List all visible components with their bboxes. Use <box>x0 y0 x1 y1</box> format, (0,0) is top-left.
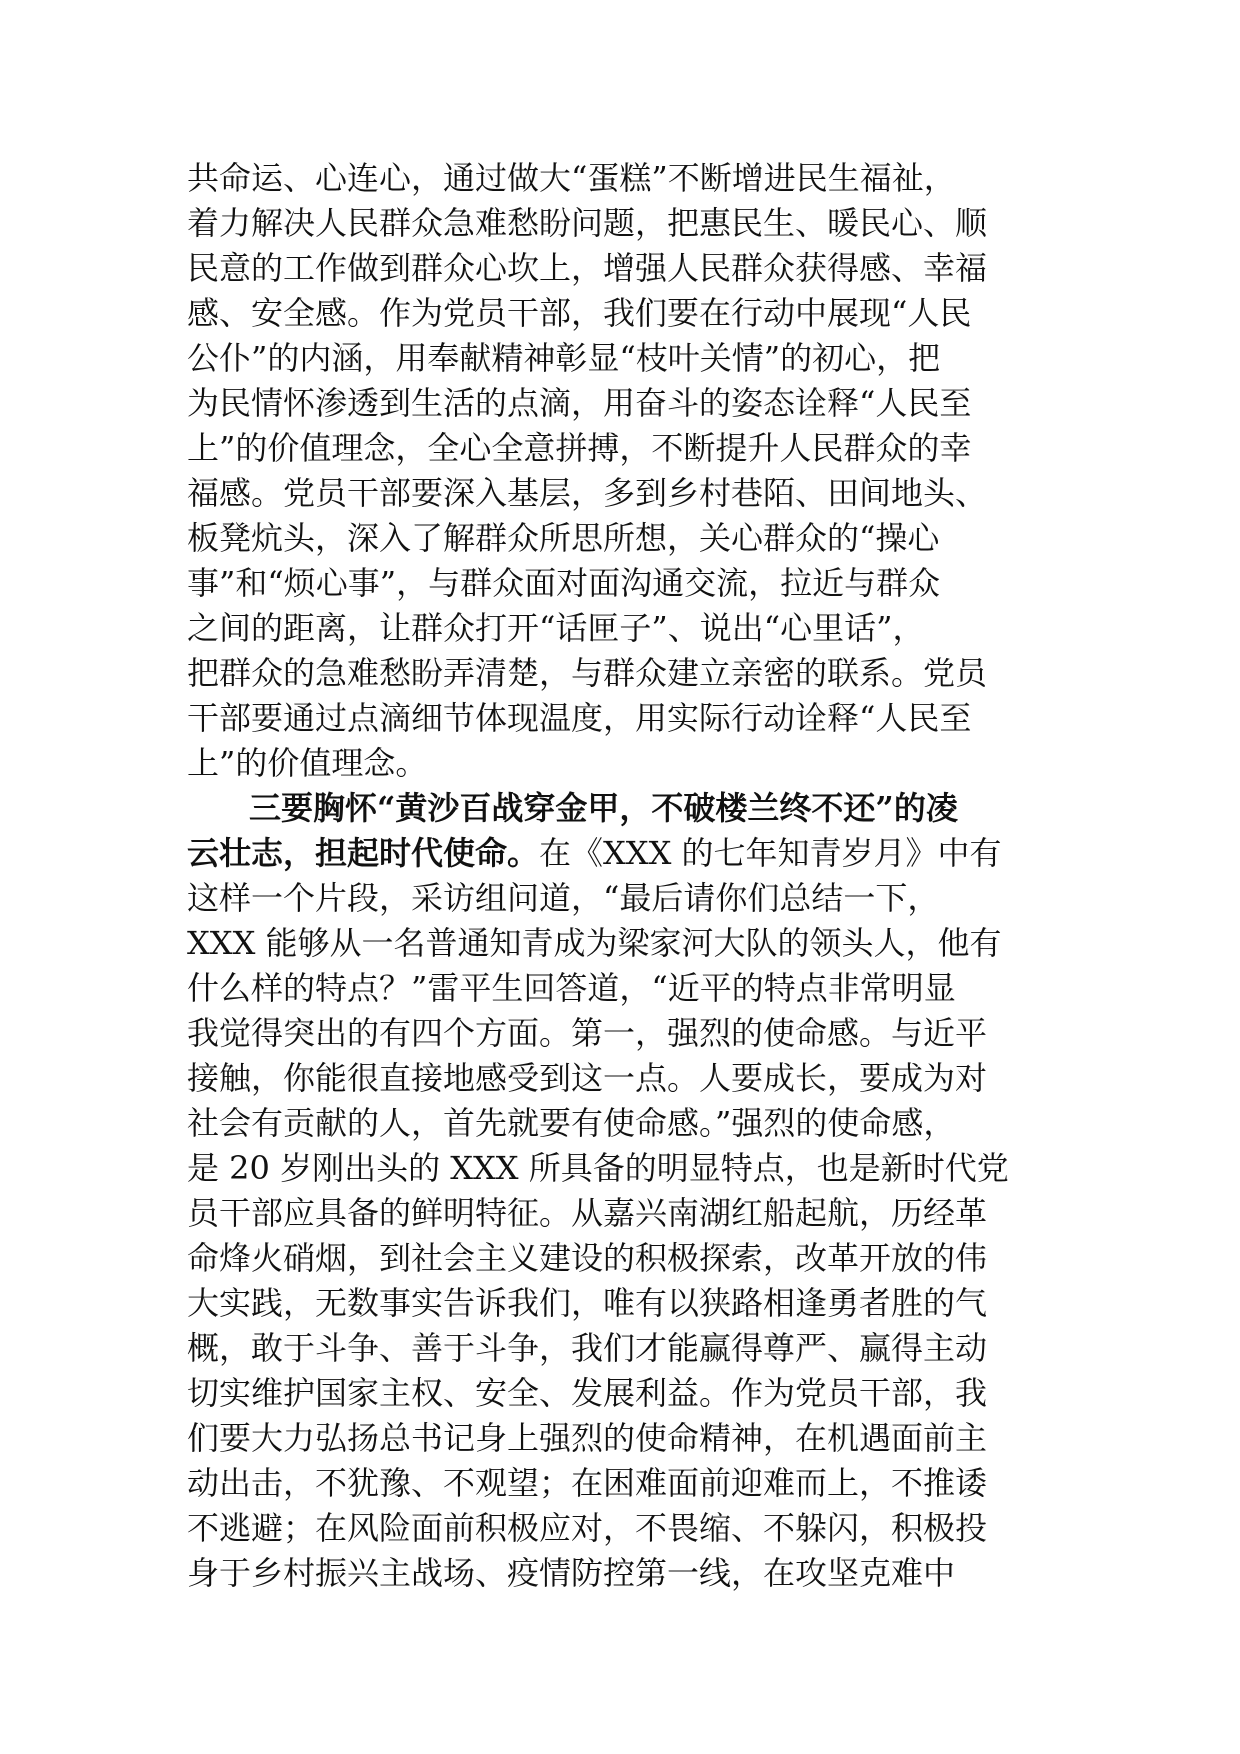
section-heading-line <box>187 786 1087 831</box>
text-line: 们要大力弘扬总书记身上强烈的使命精神，在机遇面前主 <box>187 1419 988 1457</box>
text-line: 是 20 岁刚出头的 XXX 所具备的明显特点，也是新时代党 <box>187 1149 1009 1187</box>
text-line: 身于乡村振兴主战场、疫情防控第一线，在攻坚克难中 <box>187 1554 956 1592</box>
body-text <box>187 156 1087 1596</box>
text-line: 板凳炕头，深入了解群众所思所想，关心群众的“操心 <box>187 519 940 557</box>
section-heading-bold: 三要胸怀“黄沙百战穿金甲，不破楼兰终不还”的凌 <box>249 789 958 827</box>
text-line: 着力解决人民群众急难愁盼问题，把惠民生、暖民心、顺 <box>187 204 988 242</box>
text-line: 我觉得突出的有四个方面。第一，强烈的使命感。与近平 <box>187 1014 988 1052</box>
text-line: 命烽火硝烟，到社会主义建设的积极探索，改革开放的伟 <box>187 1239 988 1277</box>
text-line: XXX 能够从一名普通知青成为梁家河大队的领头人，他有 <box>187 924 1002 962</box>
text-line: 感、安全感。作为党员干部，我们要在行动中展现“人民 <box>187 294 972 332</box>
text-line: 动出击，不犹豫、不观望；在困难面前迎难而上，不推诿 <box>187 1464 988 1502</box>
text-line: 切实维护国家主权、安全、发展利益。作为党员干部，我 <box>187 1374 988 1412</box>
text-line: 共命运、心连心，通过做大“蛋糕”不断增进民生福祉， <box>187 159 956 197</box>
section-heading-line <box>187 831 1087 876</box>
text-line: 干部要通过点滴细节体现温度，用实际行动诠释“人民至 <box>187 699 972 737</box>
text-line: 概，敢于斗争、善于斗争，我们才能赢得尊严、赢得主动 <box>187 1329 988 1367</box>
text-line: 上”的价值理念，全心全意拼搏，不断提升人民群众的幸 <box>187 429 972 467</box>
text-line: 事”和“烦心事”，与群众面对面沟通交流，拉近与群众 <box>187 564 941 602</box>
text-line: 把群众的急难愁盼弄清楚，与群众建立亲密的联系。党员 <box>187 654 988 692</box>
text-line: 上”的价值理念。 <box>187 744 428 782</box>
text-line: 员干部应具备的鲜明特征。从嘉兴南湖红船起航，历经革 <box>187 1194 988 1232</box>
text-line: 福感。党员干部要深入基层，多到乡村巷陌、田间地头、 <box>187 474 988 512</box>
text-line: 大实践，无数事实告诉我们，唯有以狭路相逢勇者胜的气 <box>187 1284 988 1322</box>
text-line: 之间的距离，让群众打开“话匣子”、说出“心里话”， <box>187 609 925 647</box>
text-line: 接触，你能很直接地感受到这一点。人要成长，要成为对 <box>187 1059 988 1097</box>
text-line: 公仆”的内涵，用奉献精神彰显“枝叶关情”的初心，把 <box>187 339 941 377</box>
text-line: 社会有贡献的人，首先就要有使命感。”强烈的使命感， <box>187 1104 956 1142</box>
section-heading-bold: 云壮志，担起时代使命。 <box>187 834 540 872</box>
text-line: 民意的工作做到群众心坎上，增强人民群众获得感、幸福 <box>187 249 988 287</box>
text-line: 这样一个片段，采访组问道，“最后请你们总结一下， <box>187 879 940 917</box>
section-heading-rest: 在《XXX 的七年知青岁月》中有 <box>539 834 1002 872</box>
text-line: 什么样的特点？”雷平生回答道，“近平的特点非常明显 <box>187 969 956 1007</box>
text-line: 为民情怀渗透到生活的点滴，用奋斗的姿态诠释“人民至 <box>187 384 972 422</box>
text-line: 不逃避；在风险面前积极应对，不畏缩、不躲闪，积极投 <box>187 1509 988 1547</box>
